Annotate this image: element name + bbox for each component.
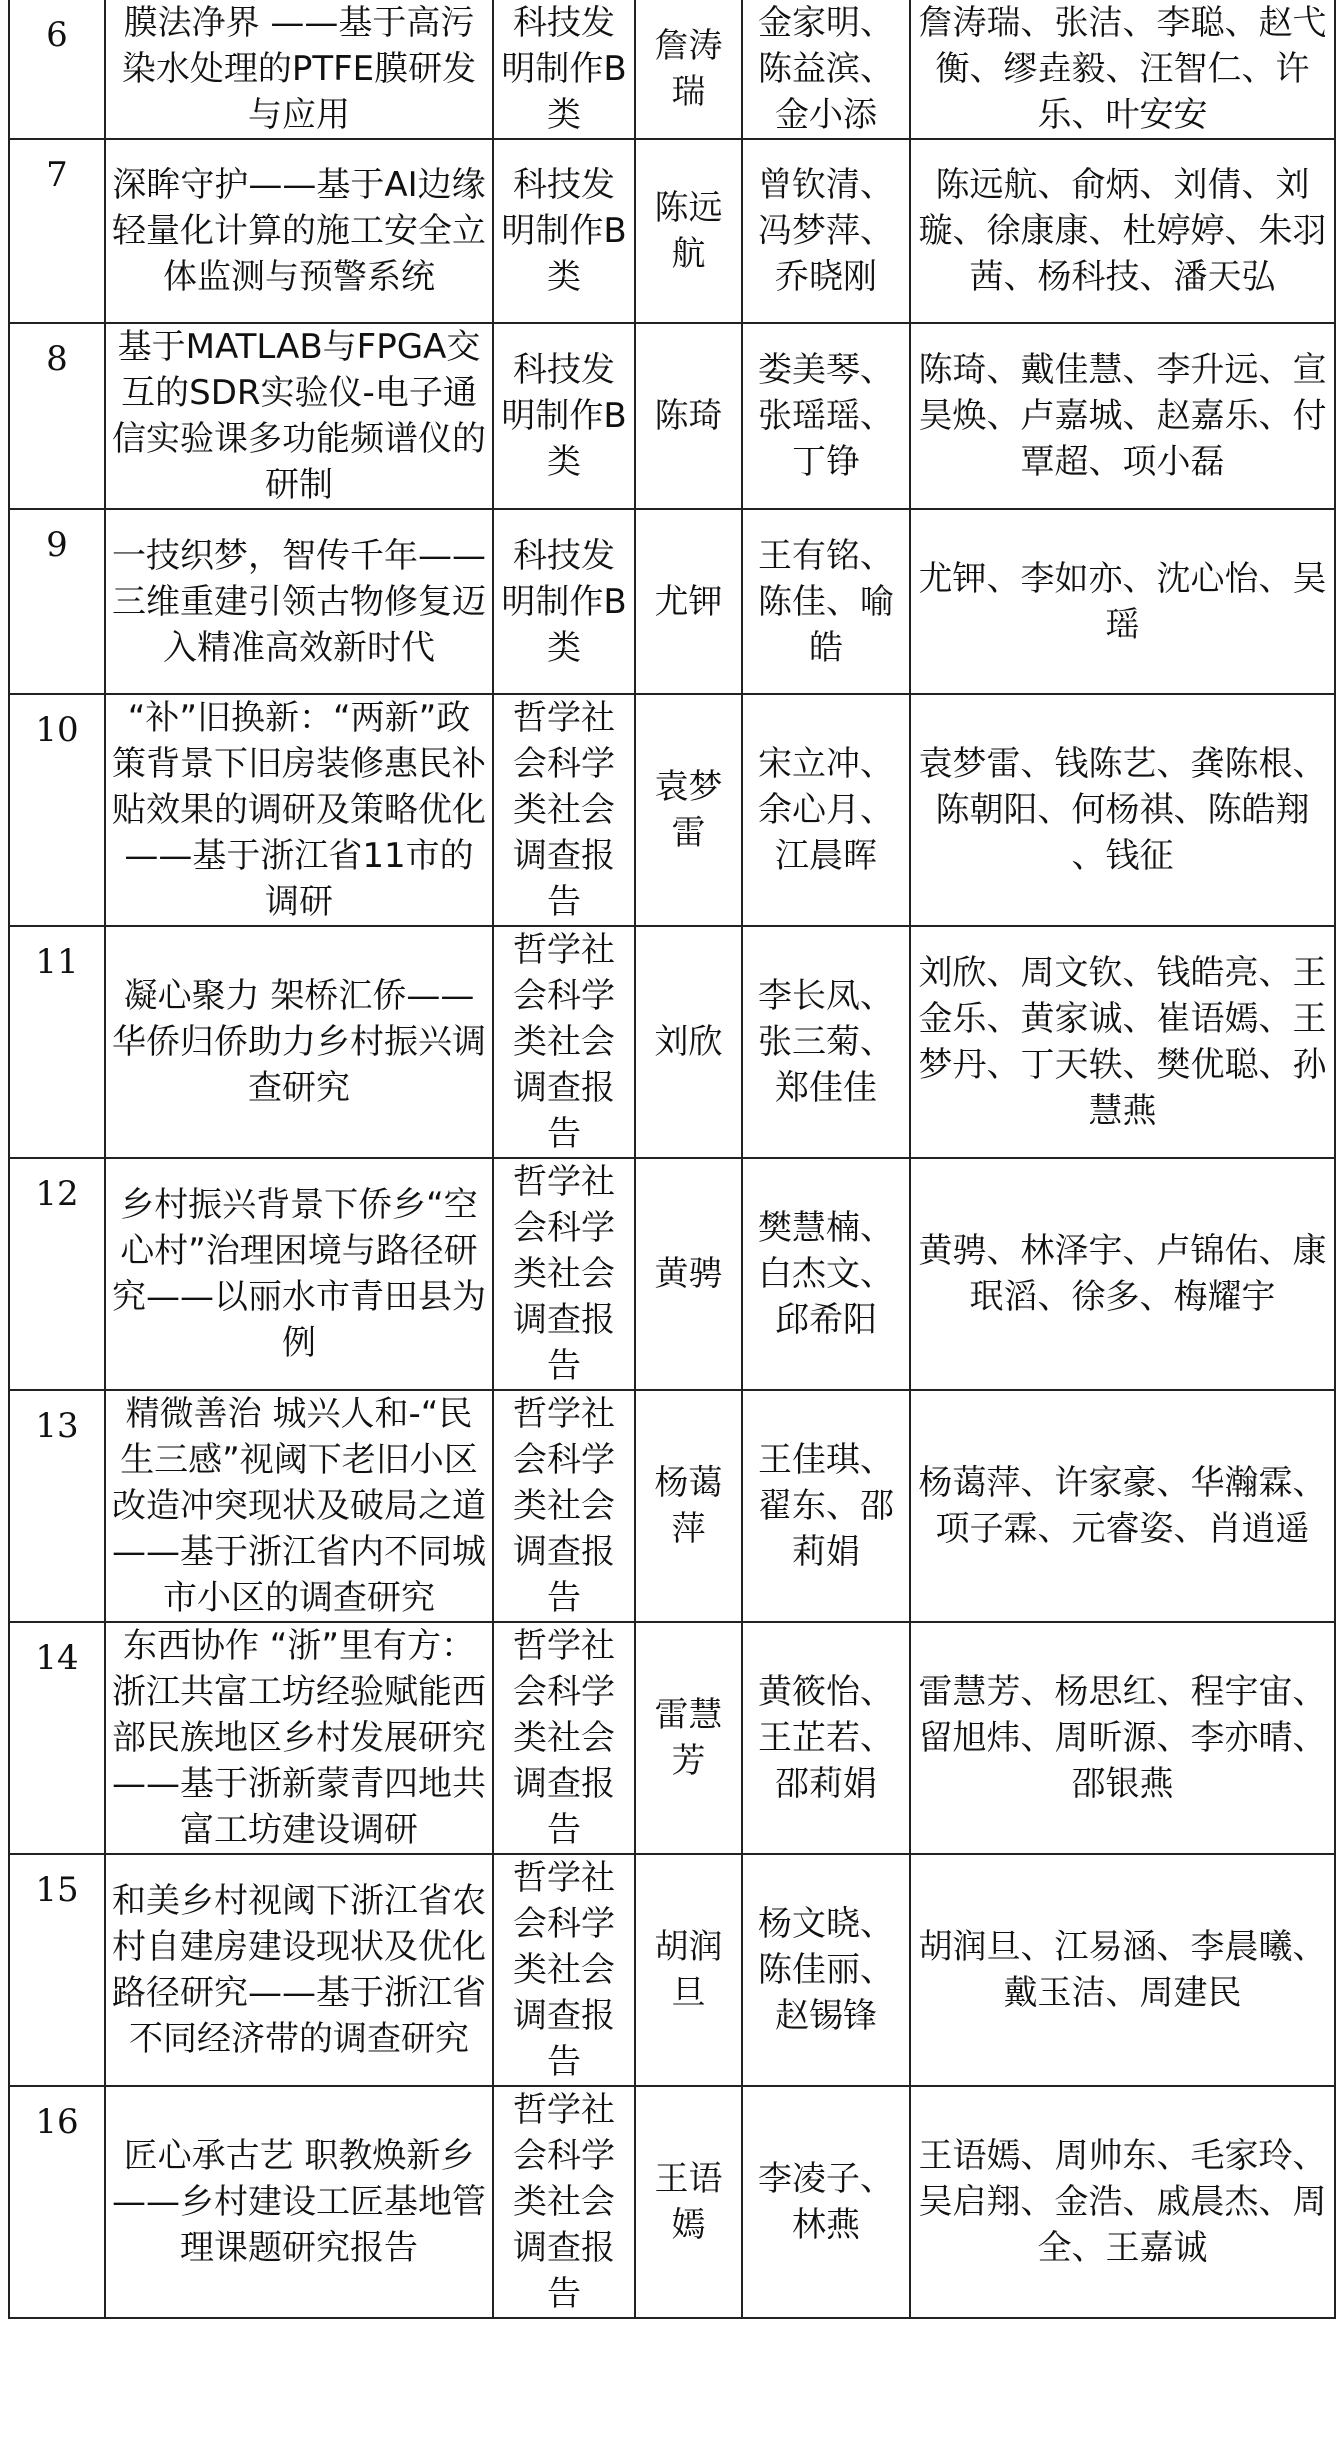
project-leader: 尤钾 <box>635 509 742 694</box>
table-row <box>9 694 1335 926</box>
project-number: 6 <box>9 0 105 139</box>
project-advisors: 王有铭、陈佳、喻皓 <box>742 509 910 694</box>
project-number: 8 <box>9 323 105 509</box>
project-leader: 袁梦雷 <box>635 694 742 926</box>
project-number: 11 <box>9 926 105 1158</box>
table-row <box>9 1622 1335 1854</box>
project-members: 王语嫣、周帅东、毛家玲、吴启翔、金浩、戚晨杰、周全、王嘉诚 <box>910 2086 1335 2318</box>
project-advisors: 李长凤、张三菊、郑佳佳 <box>742 926 910 1158</box>
project-number: 16 <box>9 2086 105 2318</box>
project-members: 雷慧芳、杨思红、程宇宙、留旭炜、周昕源、李亦晴、邵银燕 <box>910 1622 1335 1854</box>
project-leader: 雷慧芳 <box>635 1622 742 1854</box>
project-members: 刘欣、周文钦、钱皓亮、王金乐、黄家诚、崔语嫣、王梦丹、丁天轶、樊优聪、孙慧燕 <box>910 926 1335 1158</box>
project-leader: 陈琦 <box>635 323 742 509</box>
project-category: 哲学社会科学类社会调查报告 <box>493 1622 635 1854</box>
table-row <box>9 0 1335 139</box>
project-leader: 胡润旦 <box>635 1854 742 2086</box>
project-members: 尤钾、李如亦、沈心怡、吴瑶 <box>910 509 1335 694</box>
project-category: 哲学社会科学类社会调查报告 <box>493 2086 635 2318</box>
project-title: 东西协作 “浙”里有方：浙江共富工坊经验赋能西部民族地区乡村发展研究——基于浙新蒙青四地共富工坊建设调研 <box>105 1622 493 1854</box>
project-advisors: 樊慧楠、白杰文、邱希阳 <box>742 1158 910 1390</box>
table-row <box>9 926 1335 1158</box>
table-row <box>9 1158 1335 1390</box>
table-row <box>9 139 1335 323</box>
project-category: 科技发明制作B类 <box>493 509 635 694</box>
project-leader: 黄骋 <box>635 1158 742 1390</box>
project-category: 科技发明制作B类 <box>493 323 635 509</box>
project-number: 14 <box>9 1622 105 1854</box>
project-advisors: 杨文晓、陈佳丽、赵锡锋 <box>742 1854 910 2086</box>
project-leader: 杨蔼萍 <box>635 1390 742 1622</box>
project-members: 陈远航、俞炳、刘倩、刘璇、徐康康、杜婷婷、朱羽茜、杨科技、潘天弘 <box>910 139 1335 323</box>
project-category: 哲学社会科学类社会调查报告 <box>493 1390 635 1622</box>
project-number: 9 <box>9 509 105 694</box>
project-advisors: 宋立冲、余心月、江晨晖 <box>742 694 910 926</box>
project-title: 匠心承古艺 职教焕新乡——乡村建设工匠基地管理课题研究报告 <box>105 2086 493 2318</box>
table-row <box>9 2086 1335 2318</box>
project-advisors: 曾钦清、冯梦萍、乔晓刚 <box>742 139 910 323</box>
project-advisors: 娄美琴、张瑶瑶、丁铮 <box>742 323 910 509</box>
project-category: 哲学社会科学类社会调查报告 <box>493 694 635 926</box>
project-number: 12 <box>9 1158 105 1390</box>
project-number: 10 <box>9 694 105 926</box>
project-members: 陈琦、戴佳慧、李升远、宣昊焕、卢嘉城、赵嘉乐、付覃超、项小磊 <box>910 323 1335 509</box>
project-leader: 詹涛瑞 <box>635 0 742 139</box>
project-category: 科技发明制作B类 <box>493 0 635 139</box>
project-category: 哲学社会科学类社会调查报告 <box>493 1854 635 2086</box>
project-number: 13 <box>9 1390 105 1622</box>
table-row <box>9 323 1335 509</box>
project-members: 袁梦雷、钱陈艺、龚陈根、陈朝阳、何杨祺、陈皓翔 、钱征 <box>910 694 1335 926</box>
project-advisors: 黄筱怡、王芷若、邵莉娟 <box>742 1622 910 1854</box>
table-row <box>9 1854 1335 2086</box>
table-row <box>9 509 1335 694</box>
project-title: 膜法净界 ——基于高污染水处理的PTFE膜研发与应用 <box>105 0 493 139</box>
project-members: 胡润旦、江易涵、李晨曦、戴玉洁、周建民 <box>910 1854 1335 2086</box>
project-members: 黄骋、林泽宇、卢锦佑、康珉滔、徐多、梅耀宇 <box>910 1158 1335 1390</box>
project-title: 凝心聚力 架桥汇侨——华侨归侨助力乡村振兴调查研究 <box>105 926 493 1158</box>
project-title: 乡村振兴背景下侨乡“空心村”治理困境与路径研究——以丽水市青田县为例 <box>105 1158 493 1390</box>
project-number: 15 <box>9 1854 105 2086</box>
project-leader: 陈远航 <box>635 139 742 323</box>
project-category: 科技发明制作B类 <box>493 139 635 323</box>
project-members: 詹涛瑞、张洁、李聪、赵弋衡、缪垚毅、汪智仁、许乐、叶安安 <box>910 0 1335 139</box>
project-table <box>8 0 1336 2319</box>
project-title: 深眸守护——基于AI边缘轻量化计算的施工安全立体监测与预警系统 <box>105 139 493 323</box>
project-title: 和美乡村视阈下浙江省农村自建房建设现状及优化路径研究——基于浙江省不同经济带的调查研究 <box>105 1854 493 2086</box>
project-leader: 刘欣 <box>635 926 742 1158</box>
project-title: 基于MATLAB与FPGA交互的SDR实验仪-电子通信实验课多功能频谱仪的研制 <box>105 323 493 509</box>
project-number: 7 <box>9 139 105 323</box>
project-table-body <box>9 0 1335 2318</box>
project-category: 哲学社会科学类社会调查报告 <box>493 926 635 1158</box>
project-leader: 王语嫣 <box>635 2086 742 2318</box>
project-advisors: 金家明、陈益滨、金小添 <box>742 0 910 139</box>
table-row <box>9 1390 1335 1622</box>
project-advisors: 李凌子、林燕 <box>742 2086 910 2318</box>
project-advisors: 王佳琪、翟东、邵莉娟 <box>742 1390 910 1622</box>
project-title: 精微善治 城兴人和-“民生三感”视阈下老旧小区改造冲突现状及破局之道——基于浙江省内不同城市小区的调查研究 <box>105 1390 493 1622</box>
project-category: 哲学社会科学类社会调查报告 <box>493 1158 635 1390</box>
project-title: “补”旧换新：“两新”政策背景下旧房装修惠民补贴效果的调研及策略优化——基于浙江省11市的调研 <box>105 694 493 926</box>
project-members: 杨蔼萍、许家豪、华瀚霖、项子霖、元睿姿、肖逍遥 <box>910 1390 1335 1622</box>
project-title: 一技织梦，智传千年——三维重建引领古物修复迈入精准高效新时代 <box>105 509 493 694</box>
